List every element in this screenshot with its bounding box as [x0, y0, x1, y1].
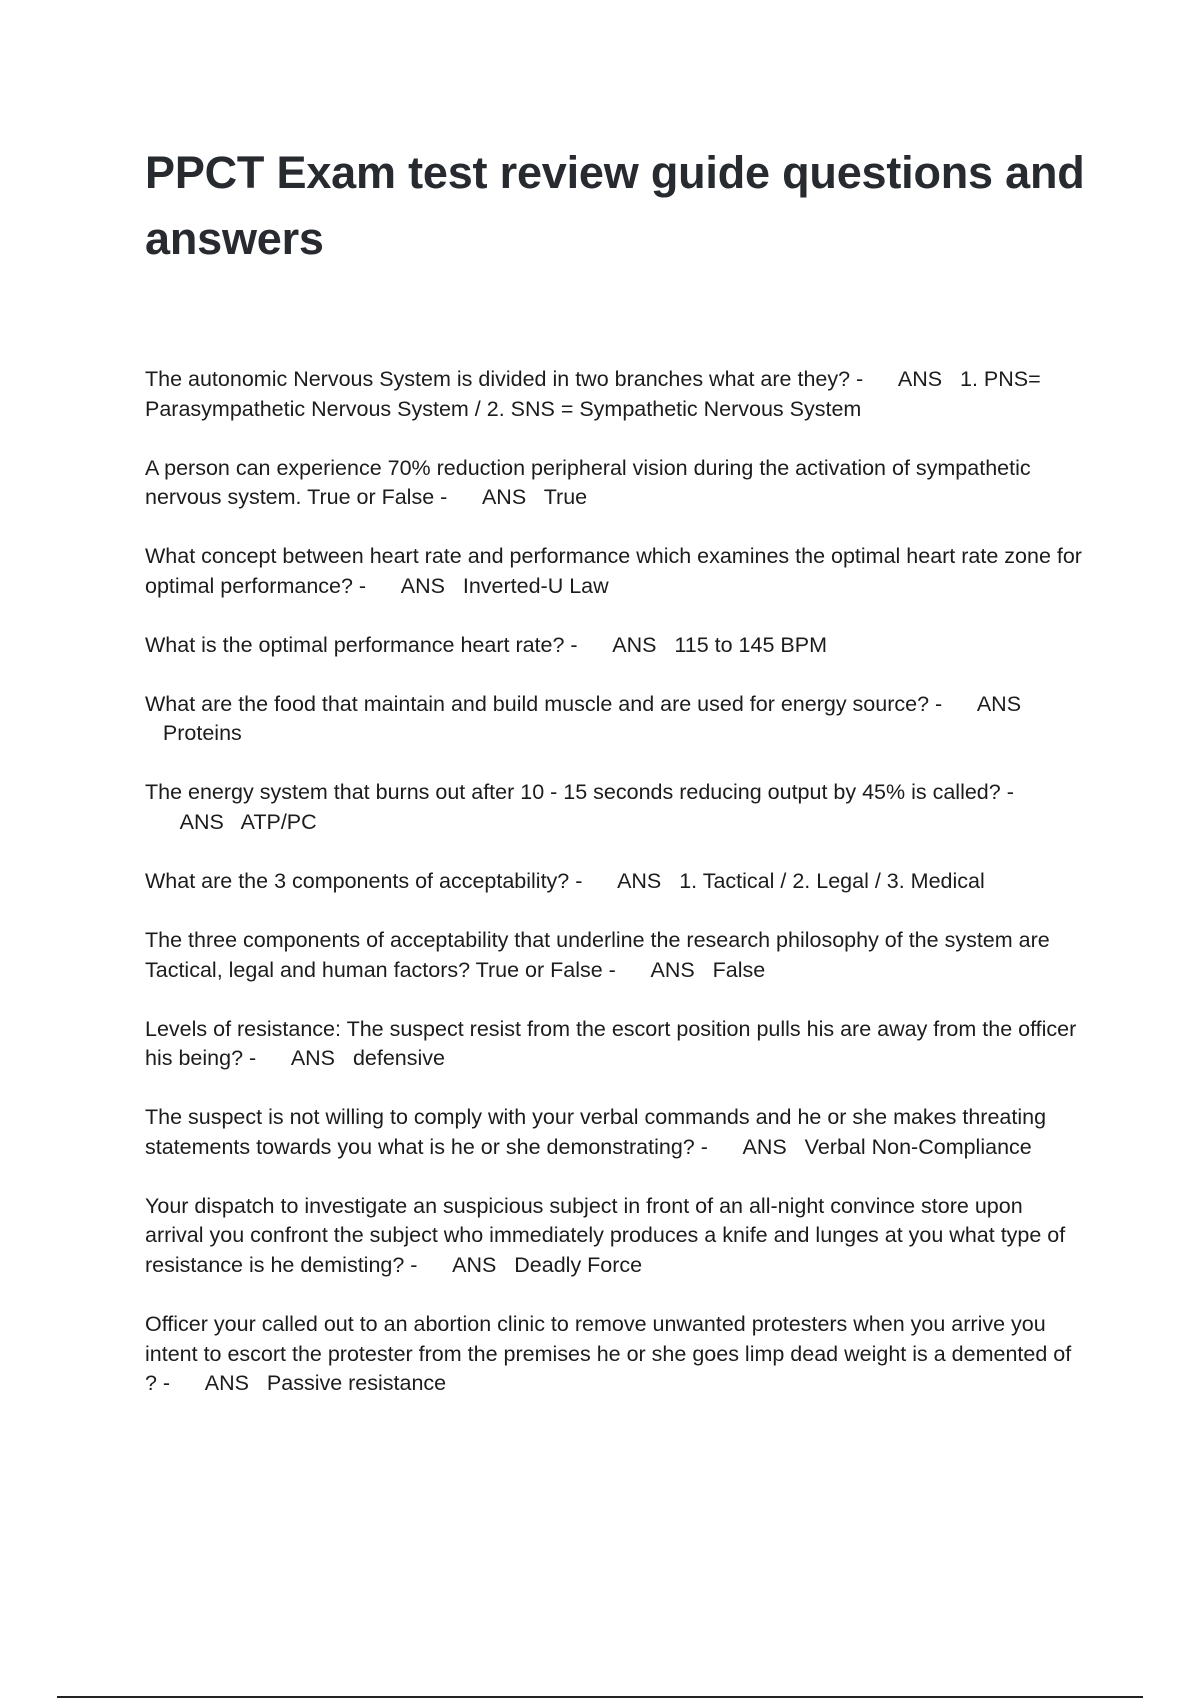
- answer-text: 115 to 145 BPM: [674, 632, 827, 657]
- answer-text: Proteins: [162, 721, 242, 746]
- qa-item: [145, 1103, 1085, 1162]
- question-text: What is the optimal performance heart rate? -: [145, 632, 578, 657]
- answer-text: ATP/PC: [240, 809, 317, 834]
- question-text: The three components of acceptability that underline the research philosophy of the system are Tactical, legal and human factors? True or False -: [145, 928, 1050, 982]
- document-title: PPCT Exam test review guide questions and answers: [145, 147, 1085, 264]
- qa-item: [145, 1310, 1085, 1399]
- question-text: Levels of resistance: The suspect resist from the escort position pulls his are away from the officer his being? -: [145, 1016, 1077, 1071]
- qa-item: [145, 778, 1085, 837]
- qa-item: [145, 690, 1085, 749]
- answer-marker: ANS: [617, 869, 662, 894]
- answer-marker: ANS: [400, 573, 445, 598]
- answer-text: 1. Tactical / 2. Legal / 3. Medical: [679, 869, 985, 894]
- answer-marker: ANS: [650, 957, 695, 982]
- answer-text: True: [543, 485, 588, 510]
- qa-item: [145, 1015, 1085, 1074]
- answer-text: defensive: [352, 1046, 445, 1071]
- question-text: Your dispatch to investigate an suspicious subject in front of an all-night convince store upon arrival you confront the subject who immediately produces a knife and lunges at you what type of resistance is he demisting? -: [145, 1193, 1066, 1277]
- question-text: The suspect is not willing to comply with your verbal commands and he or she makes threating statements towards you what is he or she demonstrating? -: [145, 1105, 1047, 1159]
- answer-text: Inverted-U Law: [462, 573, 609, 598]
- answer-marker: ANS: [742, 1134, 787, 1159]
- footer-divider: [57, 1696, 1143, 1698]
- answer-marker: ANS: [452, 1252, 497, 1277]
- answer-marker: ANS: [897, 367, 943, 391]
- answer-marker: ANS: [481, 485, 527, 510]
- question-text: What are the food that maintain and build muscle and are used for energy source? -: [145, 691, 943, 716]
- answer-marker: ANS: [612, 632, 657, 657]
- answer-marker: ANS: [976, 691, 1022, 716]
- answer-text: Verbal Non-Compliance: [804, 1134, 1032, 1159]
- qa-item: [145, 542, 1085, 601]
- qa-item: [145, 926, 1085, 985]
- answer-text: 1. PNS= Parasympathetic Nervous System / 2. SNS = Sympathetic Nervous System: [145, 367, 1041, 421]
- qa-item: [145, 631, 1085, 661]
- question-text: Officer your called out to an abortion clinic to remove unwanted protesters when you arrive you intent to escort the protester from the premises he or she goes limp dead weight is a demented of ? -: [145, 1312, 1072, 1396]
- answer-marker: ANS: [179, 809, 224, 834]
- qa-list: [145, 365, 1085, 1428]
- answer-text: False: [712, 957, 766, 982]
- question-text: The energy system that burns out after 10 - 15 seconds reducing output by 45% is called? -: [145, 780, 1014, 805]
- qa-item: [145, 454, 1085, 513]
- qa-item: [145, 867, 1085, 897]
- answer-text: Deadly Force: [514, 1252, 643, 1277]
- question-text: What concept between heart rate and performance which examines the optimal heart rate zone for optimal performance? -: [145, 544, 1082, 598]
- question-text: What are the 3 components of acceptability? -: [145, 869, 583, 894]
- question-text: The autonomic Nervous System is divided in two branches what are they? -: [145, 367, 864, 391]
- qa-item: [145, 365, 1085, 424]
- answer-text: Passive resistance: [266, 1371, 447, 1396]
- qa-item: [145, 1192, 1085, 1281]
- question-text: A person can experience 70% reduction peripheral vision during the activation of sympathetic nervous system. True or False -: [145, 455, 1031, 510]
- answer-marker: ANS: [204, 1371, 249, 1396]
- answer-marker: ANS: [290, 1046, 336, 1071]
